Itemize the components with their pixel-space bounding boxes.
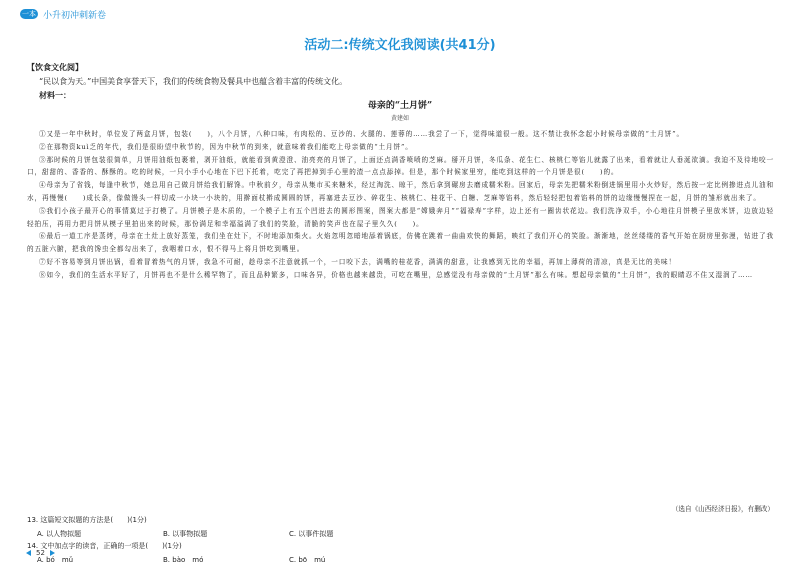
q13-option-b[interactable]: B. 以事物拟题 — [163, 530, 208, 538]
paragraph-1: ①又是一年中秋时，单位发了两盒月饼，包装( )，八个月饼，八种口味，有肉松的、豆沙的、火腿的、莲蓉的……我尝了一下，觉得味道很一般。这不禁让我怀念起小时候母亲做的“土月饼”。 — [39, 130, 684, 138]
page-footer — [26, 549, 55, 557]
q13-option-c[interactable]: C. 以事件拟题 — [289, 530, 334, 538]
question-13: 13. 这篇短文拟题的方法是( )(1分) — [27, 516, 147, 524]
passage-title: 母亲的“土月饼” — [367, 101, 433, 111]
prev-page-icon[interactable] — [26, 550, 31, 556]
q14-option-c[interactable]: C. bō mú — [289, 556, 326, 564]
paragraph-3: ③那时候的月饼包装很简单，月饼用油纸包裹着，剥开油纸，就能看到黄澄澄、油亮亮的月饼了，上面还点满香喷喷的芝麻。掰开月饼，冬瓜条、花生仁、核桃仁等馅儿就露了出来，看着就让人垂涎欲滴。我迫不及待地咬一口，甜甜的、香香的、酥酥的。吃的时候，一只小手小心地在下巴下托着，吃完了再把掉到手心里的渣一点点舔掉。但是，那个时候家里穷，能吃到这样的一个月饼是很( )的。 — [27, 155, 774, 177]
paragraph-2: ②在那物资kuì乏的年代，我们是很盼望中秋节的，因为中秋节的到来，就意味着我们能吃上母亲做的“土月饼”。 — [39, 142, 413, 151]
question-14: 14. 文中加点字的读音，正确的一项是( )(1分) — [27, 542, 182, 550]
activity-title: 活动二:传统文化我阅读(共41分) — [304, 38, 496, 53]
section-heading: 【饮食文化阅】 — [27, 63, 83, 72]
paragraph-4: ④母亲为了省钱，每逢中秋节，她总用自己做月饼给我们解馋。中秋前夕，母亲从集市买来糖米，经过淘洗、晾干，然后拿到碾房去磨成糯米粉。回家后，母亲先把糯米粉倒进锅里用小火炒好，然后按一定比例掺进点儿油和水，再慢慢( )成长条，像做馒头一样切成一小块一小块的，用擀面杖擀成圆圆的饼，再塞进去豆沙、碎花生、核桃仁、桂花干、白糖、芝麻等馅料，然后轻轻把包着馅料的饼的边缘慢慢捏在一起，月饼的雏形就出来了。 — [27, 181, 774, 202]
paragraph-6: ⑥最后一道工序是蒸烤，母亲在土灶上放好蒸笼，我们坐在灶下，不时地添加柴火。火焰忽明忽暗地舔着锅底，仿佛在跳着一曲曲欢快的舞蹈，映红了我们开心的笑脸。渐渐地，丝丝缕缕的香气开始在厨房里弥漫，钻进了我的五脏六腑，把我的馋虫全都勾出来了，我咽着口水，恨不得马上将月饼吃到嘴里。 — [27, 232, 774, 254]
material-label: 材料一： — [39, 90, 71, 100]
series-badge: 一本 — [22, 10, 36, 18]
q14-option-b[interactable]: B. bào mó — [163, 556, 204, 564]
series-title: 小升初冲刺新卷 — [43, 10, 107, 21]
series-header — [20, 6, 106, 22]
q14-option-a[interactable]: A. bó mǔ — [37, 556, 74, 564]
next-page-icon[interactable] — [50, 550, 55, 556]
passage-source: （选自《山西经济日报》，有删改） — [671, 505, 774, 513]
page-number: 52 — [36, 549, 45, 557]
passage-body — [27, 128, 774, 282]
paragraph-8: ⑧如今，我们的生活水平好了，月饼再也不是什么稀罕物了，而且品种繁多，口味各异，价格也越来越贵，可吃在嘴里，总感觉没有母亲做的“土月饼”那么有味。想起母亲做的“土月饼”，我的眼睛忍不住又湿润了…… — [39, 270, 753, 279]
paragraph-7: ⑦好不容易等到月饼出锅，看着冒着热气的月饼，我急不可耐，趁母亲不注意就抓一个，一口咬下去，满嘴的桂花香，满满的甜意，让我感到无比的幸福，再加上薄荷的清凉，真是无比的美味！ — [39, 257, 676, 266]
paragraph-5: ⑤我们小孩子最开心的事情莫过于打模了。月饼模子是木质的，一个模子上有五个凹进去的圆形图案，图案大都是“嫦娥奔月”“福禄寿”字样，边上还有一圈齿状花边。我们洗净双手，小心地往月饼模子里放米饼，边放边轻轻拍压，再用力把月饼从模子里拍出来的时候，那份满足和幸福溢满了我们的笑脸，清脆的笑声也在屋子里久久( )。 — [27, 206, 774, 228]
intro-text: “民以食为天。”中国美食享誉天下，我们的传统食物及餐具中也蕴含着丰富的传统文化。 — [39, 77, 348, 86]
passage-author: 黄建如 — [390, 115, 409, 122]
q13-option-a[interactable]: A. 以人物拟题 — [37, 530, 82, 538]
